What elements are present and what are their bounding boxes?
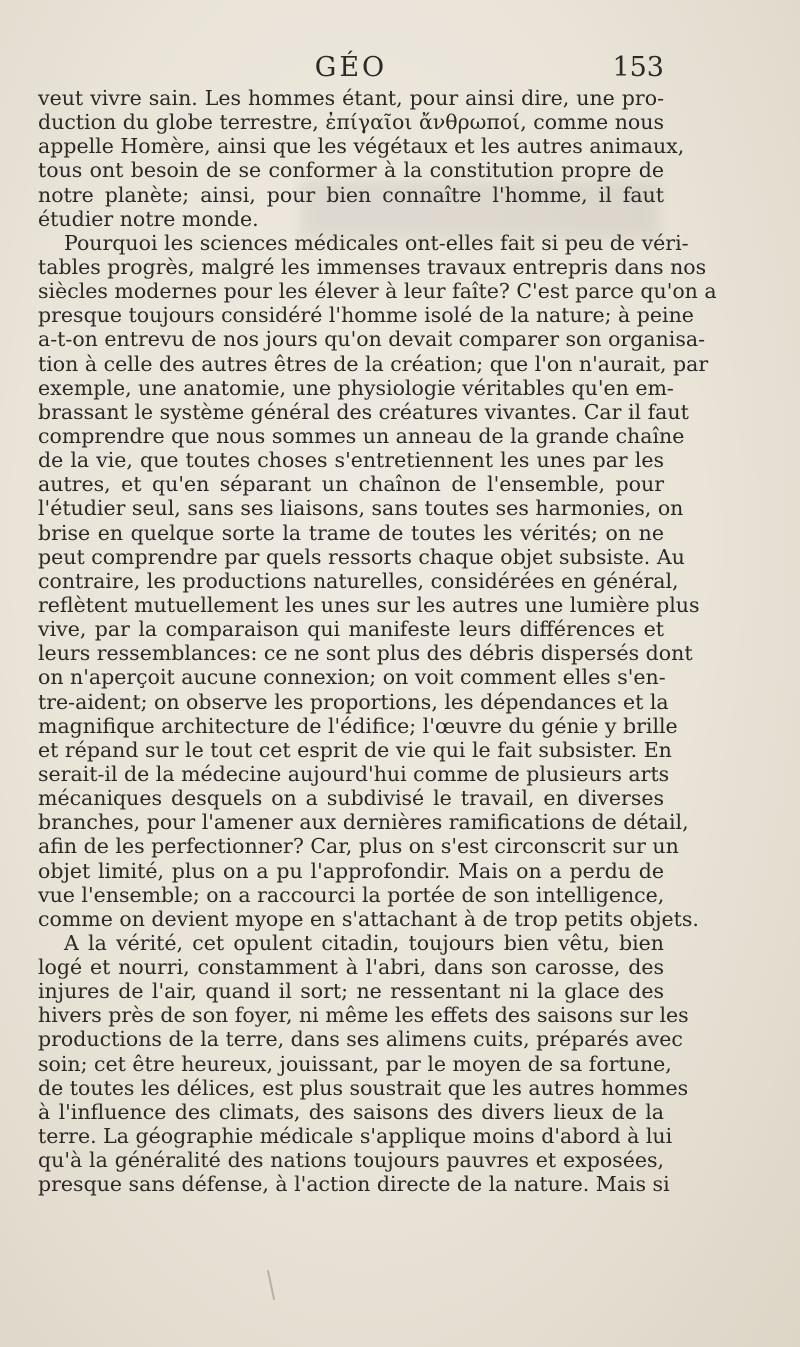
text-line: reflètent mutuellement les unes sur les autres une lumière plus [38,592,700,617]
paragraph [38,86,685,231]
text-line: vive, par la comparaison qui manifeste leurs différences et [38,617,664,642]
text-line: a-t-on entrevu de nos jours qu'on devait comparer son organisa- [38,327,706,352]
text-line: vue l'ensemble; on a raccourci la portée de son intelligence, [38,882,665,907]
text-line: l'étudier seul, sans ses liaisons, sans toutes ses harmonies, on [38,496,684,521]
text-line: mécaniques desquels on a subdivisé le travail, en diverses [38,786,664,811]
text-line: brassant le système général des créatures vivantes. Car il faut [38,399,689,424]
text-line: brise en quelque sorte la trame de toutes les vérités; on ne [38,520,664,545]
text-line: soin; cet être heureux, jouissant, par le moyen de sa fortune, [38,1051,672,1076]
text-line: tous ont besoin de se conformer à la constitution propre de [38,158,664,183]
text-line: leurs ressemblances: ce ne sont plus des débris dispersés dont [38,641,693,666]
text-line: logé et nourri, constamment à l'abri, dans son carosse, des [38,955,664,980]
text-line: à l'influence des climats, des saisons des divers lieux de la [38,1099,664,1124]
text-line: magnifique architecture de l'édifice; l'œuvre du génie y brille [38,713,678,738]
text-line: de toutes les délices, est plus soustrait que les autres hommes [38,1075,689,1100]
text-line: duction du globe terrestre, ἐπίγαῖοι ἄνθρωποί, comme nous [38,110,664,135]
text-line: autres, et qu'en séparant un chaînon de l'ensemble, pour [38,472,664,497]
text-line: presque sans défense, à l'action directe de la nature. Mais si [38,1172,670,1197]
text-line: branches, pour l'amener aux dernières ramifications de détail, [38,810,689,835]
text-line: tion à celle des autres êtres de la création; que l'on n'aurait, par [38,351,709,376]
text-line: presque toujours considéré l'homme isolé de la nature; à peine [38,303,694,328]
text-line: notre planète; ainsi, pour bien connaître l'homme, il faut [38,182,664,207]
page-number: 153 [612,52,664,83]
text-line: tre-aident; on observe les proportions, les dépendances et la [38,689,669,714]
body-text [38,86,717,1197]
text-line: exemple, une anatomie, une physiologie véritables qu'en em- [38,375,674,400]
text-line: afin de les perfectionner? Car, plus on s'est circonscrit sur un [38,834,679,859]
text-line: contraire, les productions naturelles, considérées en général, [38,568,679,593]
paper-mark [267,1270,275,1300]
text-line: productions de la terre, dans ses alimens cuits, préparés avec [38,1027,683,1052]
text-line: comme on devient myope en s'attachant à de trop petits objets. [38,906,699,931]
text-line: tables progrès, malgré les immenses travaux entrepris dans nos [38,254,707,279]
text-line: on n'aperçoit aucune connexion; on voit comment elles s'en- [38,665,666,690]
text-line: hivers près de son foyer, ni même les effets des saisons sur les [38,1003,689,1028]
text-line: qu'à la généralité des nations toujours pauvres et exposées, [38,1148,664,1173]
text-line: siècles modernes pour les élever à leur faîte? C'est parce qu'on a [38,279,717,304]
text-line: veut vivre sain. Les hommes étant, pour ainsi dire, une pro- [38,86,664,110]
text-line: appelle Homère, ainsi que les végétaux et les autres animaux, [38,134,685,159]
text-line: injures de l'air, quand il sort; ne ressentant ni la glace des [38,979,664,1004]
paragraph [38,930,689,1197]
text-line: objet limité, plus on a pu l'approfondir. Mais on a perdu de [38,858,664,883]
text-line: comprendre que nous sommes un anneau de la grande chaîne [38,423,685,448]
text-line: serait-il de la médecine aujourd'hui comme de plusieurs arts [38,761,670,786]
text-line: Pourquoi les sciences médicales ont-elles fait si peu de véri- [64,230,689,255]
text-line: peut comprendre par quels ressorts chaque objet subsiste. Au [38,544,685,569]
text-line: A la vérité, cet opulent citadin, toujours bien vêtu, bien [64,930,664,955]
text-line: de la vie, que toutes choses s'entretiennent les unes par les [38,448,664,473]
text-line: et répand sur le tout cet esprit de vie qui le fait subsister. En [38,737,672,762]
paragraph [38,230,717,931]
running-title: GÉO [314,52,388,83]
text-line: étudier notre monde. [38,206,259,231]
text-line: terre. La géographie médicale s'applique moins d'abord à lui [38,1124,673,1149]
page-header [38,52,664,88]
